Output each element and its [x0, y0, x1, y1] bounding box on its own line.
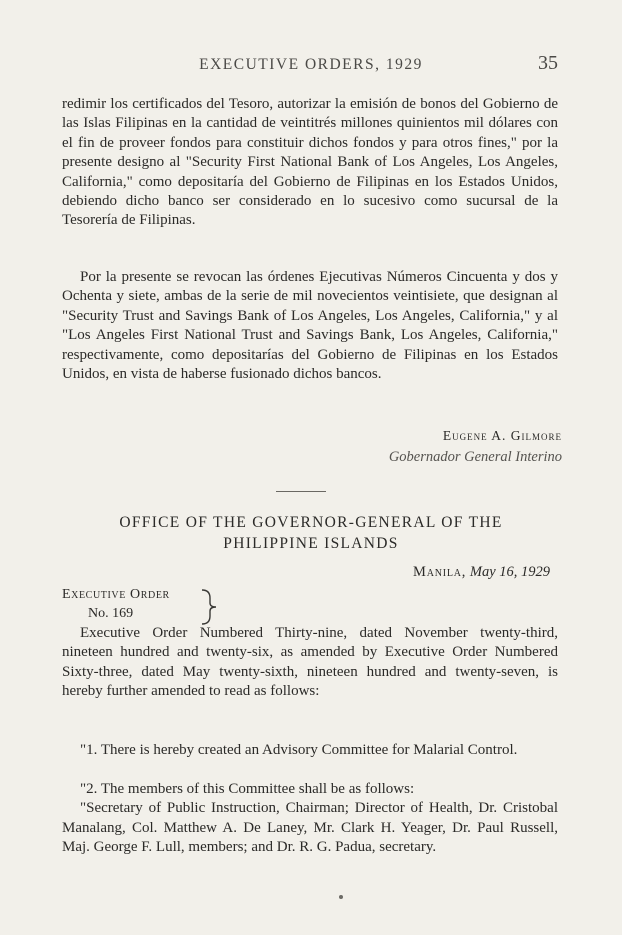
page-header	[0, 52, 622, 74]
paragraph-text: "1. There is hereby created an Advisory Committee for Malarial Control.	[80, 742, 518, 758]
paragraph-text: Executive Order Numbered Thirty-nine, dated November twenty-third, nineteen hundred and twenty-six, as amended by Executive Order Numbered Sixty-three, dated May twenty-sixth, nineteen hundred and twenty-seven, is hereby further amended to read as follows:	[62, 625, 558, 700]
dateline-date: May 16, 1929	[469, 564, 550, 580]
office-heading-line1: OFFICE OF THE GOVERNOR-GENERAL OF THE	[119, 514, 503, 531]
office-heading-line2: PHILIPPINE ISLANDS	[223, 535, 399, 552]
paragraph-text: "2. The members of this Committee shall be as follows:	[80, 781, 415, 797]
paragraph-text: redimir los certificados del Tesoro, autorizar la emisión de bonos del Gobierno de las Islas Filipinas en la cantidad de veintitrés millones quinientos mil dólares con el fin de proveer fondos para constituir dichos fondos y para otros fines," por la presente designo al "Security First National Bank of Los Angeles, Los Angeles, California," como depositaría del Gobierno de Filipinas en los Estados Unidos, debiendo dicho banco ser considerado en lo sucesivo como sucursal de la Tesorería de Filipinas.	[62, 96, 558, 229]
paragraph-revocation	[62, 268, 558, 384]
paragraph-text: Por la presente se revocan las órdenes Ejecutivas Números Cincuenta y dos y Ochenta y siete, ambas de la serie de mil novecientos veintisiete, que designan al "Security Trust and Savings Bank of Los Angeles, Los Angeles, California," y al "Los Angeles First National Trust and Savings Bank, Los Angeles, California," respectivamente, como depositarías del Gobierno de Filipinas en los Estados Unidos, en vista de haberse fusionado dichos bancos.	[62, 269, 558, 383]
executive-order-number: No. 169	[88, 606, 134, 621]
running-title: EXECUTIVE ORDERS, 1929	[199, 56, 423, 73]
paragraph-section-2	[62, 780, 558, 858]
page-number: 35	[538, 52, 558, 74]
section-divider	[276, 491, 326, 492]
signatory-title: Gobernador General Interino	[388, 449, 562, 465]
paragraph-order-intro	[62, 624, 558, 702]
executive-order-label	[62, 585, 170, 623]
signatory-name: Eugene A. Gilmore	[442, 428, 562, 443]
paragraph-continuation	[62, 95, 558, 231]
dateline-place: Manila,	[413, 564, 467, 580]
office-heading	[40, 512, 582, 554]
brace-icon	[198, 588, 222, 626]
paragraph-section-1	[62, 741, 558, 760]
dateline	[413, 564, 550, 581]
executive-order-title: Executive Order	[62, 587, 170, 602]
page-mark	[339, 895, 343, 899]
paragraph-text: "Secretary of Public Instruction, Chairman; Director of Health, Dr. Cristobal Manalang, Col. Matthew A. De Laney, Mr. Clark H. Yeager, Dr. Paul Russell, Maj. George F. Lull, members; and Dr. R. G. Padua, secretary.	[62, 800, 558, 856]
